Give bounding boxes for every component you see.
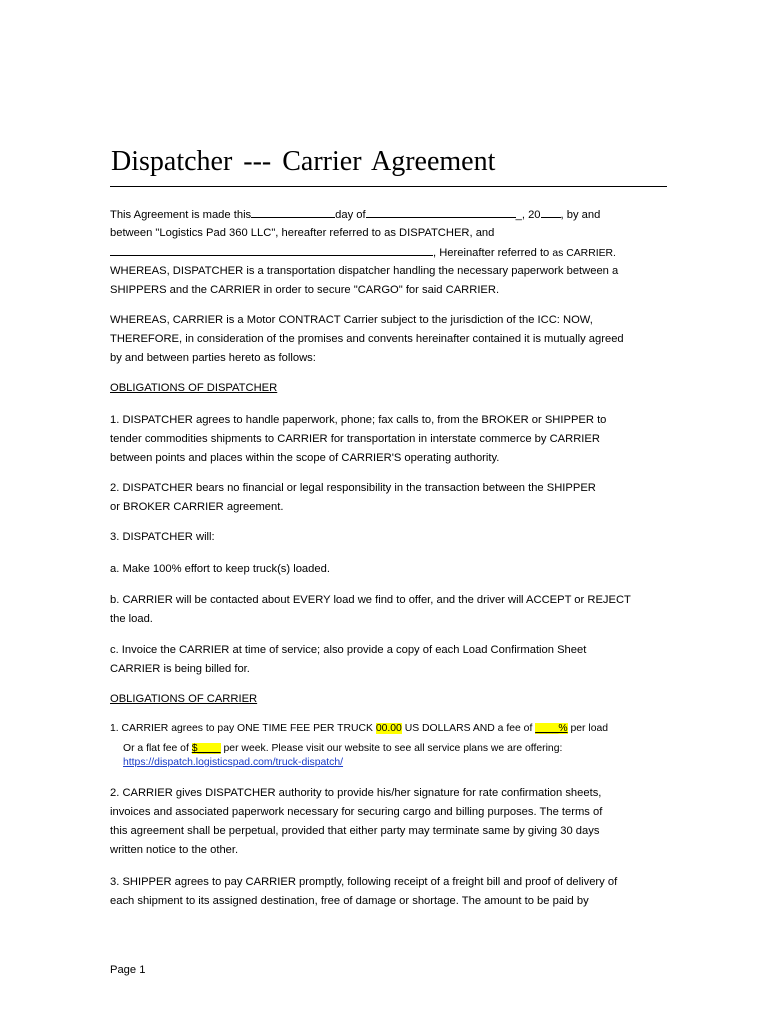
carrier-item-2-line-4: written notice to the other. (110, 844, 239, 856)
dispatcher-item-1-line-3: between points and places within the scope of CARRIER'S operating authority. (110, 452, 500, 464)
carrier-item-1-line-2 (123, 742, 562, 756)
flat-fee-highlight: $____ (191, 743, 221, 754)
page-number: Page 1 (110, 964, 146, 976)
dispatcher-obligations-heading: OBLIGATIONS OF DISPATCHER (110, 382, 278, 394)
intro-text: This Agreement is made this (110, 209, 252, 221)
dispatch-website-link[interactable]: https://dispatch.logisticspad.com/truck-dispatch/ (123, 757, 344, 768)
blank-day (251, 206, 335, 218)
whereas-1-line-2: SHIPPERS and the CARRIER in order to secure "CARGO" for said CARRIER. (110, 284, 500, 296)
flat-fee-text: per week. Please visit our website to see all service plans we are offering: (223, 743, 563, 754)
whereas-2-line-2: THEREFORE, in consideration of the promises and convents hereinafter contained it is mutually agreed (110, 333, 624, 345)
dispatcher-item-a: a. Make 100% effort to keep truck(s) loaded. (110, 563, 330, 575)
whereas-1-line-1: WHEREAS, DISPATCHER is a transportation dispatcher handling the necessary paperwork between a (110, 265, 619, 277)
carrier-item-1-text: per load (570, 723, 609, 734)
intro-line-3 (110, 244, 616, 261)
intro-text: as CARRIER. (552, 248, 616, 259)
whereas-2-line-1: WHEREAS, CARRIER is a Motor CONTRACT Carrier subject to the jurisdiction of the ICC: NOW, (110, 314, 593, 326)
intro-line-1 (110, 206, 600, 222)
carrier-item-2-line-2: invoices and associated paperwork necessary for securing cargo and billing purposes. The terms of (110, 806, 603, 818)
document-title: Dispatcher --- Carrier Agreement (111, 146, 496, 177)
dispatcher-item-b-line-1: b. CARRIER will be contacted about EVERY load we find to offer, and the driver will ACCEPT or REJECT (110, 594, 631, 606)
intro-text: , (433, 247, 437, 259)
carrier-item-1-line-3 (123, 756, 343, 770)
flat-fee-text: Or a flat fee of (123, 743, 189, 754)
carrier-item-1-text: US DOLLARS AND a fee of (404, 723, 533, 734)
intro-text: Hereinafter referred to (439, 247, 550, 259)
blank-month (366, 206, 516, 218)
carrier-item-1-line-1 (110, 722, 608, 736)
dispatcher-item-2-line-2: or BROKER CARRIER agreement. (110, 501, 284, 513)
intro-line-2: between "Logistics Pad 360 LLC", hereafter referred to as DISPATCHER, and (110, 227, 495, 239)
carrier-item-1-text: 1. CARRIER agrees to pay ONE TIME FEE PER TRUCK (110, 723, 373, 734)
dispatcher-item-3: 3. DISPATCHER will: (110, 531, 215, 543)
carrier-item-3-line-2: each shipment to its assigned destination, free of damage or shortage. The amount to be paid by (110, 895, 589, 907)
carrier-item-2-line-3: this agreement shall be perpetual, provided that either party may terminate same by giving 30 days (110, 825, 600, 837)
dispatcher-item-b-line-2: the load. (110, 613, 153, 625)
carrier-item-2-line-1: 2. CARRIER gives DISPATCHER authority to provide his/her signature for rate confirmation sheets, (110, 787, 602, 799)
intro-text: day of (335, 209, 366, 221)
whereas-2-line-3: by and between parties hereto as follows: (110, 352, 316, 364)
dispatcher-item-1-line-2: tender commodities shipments to CARRIER for transportation in interstate commerce by CARRIER (110, 433, 600, 445)
intro-text: , by and (560, 209, 601, 221)
title-rule (110, 186, 667, 187)
dispatcher-item-c-line-2: CARRIER is being billed for. (110, 663, 250, 675)
intro-text: _, 20 (515, 209, 541, 221)
dispatcher-item-c-line-1: c. Invoice the CARRIER at time of service; also provide a copy of each Load Confirmation Sheet (110, 644, 587, 656)
blank-carrier-name (110, 244, 433, 256)
carrier-obligations-heading: OBLIGATIONS OF CARRIER (110, 693, 258, 705)
fee-highlight: 00.00 (375, 723, 402, 734)
carrier-item-3-line-1: 3. SHIPPER agrees to pay CARRIER promptly, following receipt of a freight bill and proof of delivery of (110, 876, 618, 888)
dispatcher-item-2-line-1: 2. DISPATCHER bears no financial or legal responsibility in the transaction between the SHIPPER (110, 482, 596, 494)
dispatcher-item-1-line-1: 1. DISPATCHER agrees to handle paperwork, phone; fax calls to, from the BROKER or SHIPPER to (110, 414, 607, 426)
percent-fee-highlight: ____% (535, 723, 568, 734)
blank-year (541, 206, 561, 218)
